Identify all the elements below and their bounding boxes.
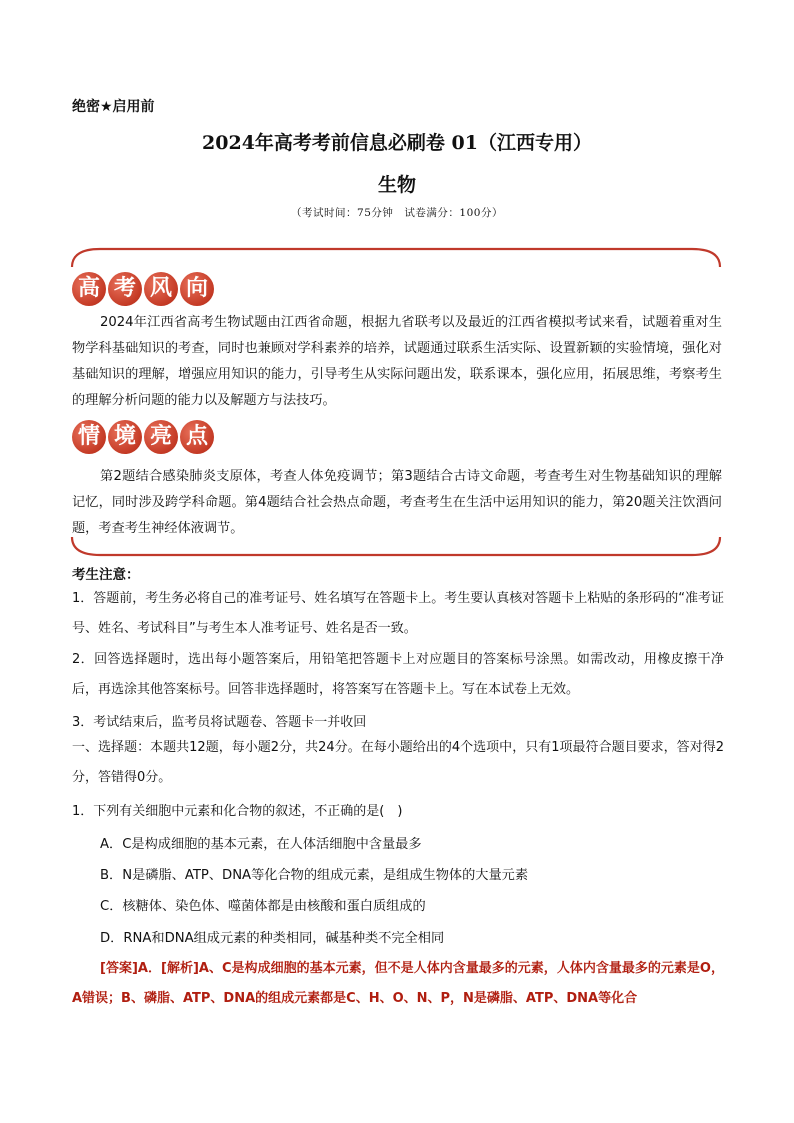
- note-item: 3．考试结束后，监考员将试题卷、答题卡一并收回: [72, 715, 367, 730]
- trend-stamp: [72, 272, 214, 306]
- note-item: 1．答题前，考生务必将自己的准考证号、姓名填写在答题卡上。考生要认真核对答题卡上粘贴的条形码的“准考证号、姓名、考试科目”与考生本人准考证号、姓名是否一致。: [72, 591, 725, 636]
- trend-text: 2024年江西省高考生物试题由江西省命题，根据九省联考以及最近的江西省模拟考试来看，试题着重对生物学科基础知识的考查，同时也兼顾对学科素养的培养，试题通过联系生活实际、设置新颖的实验情境，强化对基础知识的理解，增强应用知识的能力，引导考生从实际问题出发，联系课本，强化应用，拓展思维，考察考生的理解分析问题的能力以及解题方与法技巧。: [72, 315, 722, 408]
- section-heading: 一、选择题：本题共12题，每小题2分，共24分。在每小题给出的4个选项中，只有1项最符合题目要求，答对得2分，答错得0分。: [72, 740, 724, 785]
- notes-title: 考生注意：: [72, 567, 140, 583]
- option-c: C．核糖体、染色体、噬菌体都是由核酸和蛋白质组成的: [100, 899, 426, 914]
- stamp-char: 高: [72, 272, 106, 306]
- stamp-char: 境: [108, 420, 142, 454]
- highlight-stamp: [72, 420, 214, 454]
- stamp-char: 亮: [144, 420, 178, 454]
- stamp-char: 点: [180, 420, 214, 454]
- subject-title: 生物: [377, 174, 416, 196]
- option-d: D．RNA和DNA组成元素的种类相同，碱基种类不完全相同: [100, 931, 445, 946]
- exam-info: （考试时间：75分钟 试卷满分：100分）: [291, 207, 503, 219]
- stamp-char: 考: [108, 272, 142, 306]
- option-b: B．N是磷脂、ATP、DNA等化合物的组成元素，是组成生物体的大量元素: [100, 868, 529, 883]
- option-a: A．C是构成细胞的基本元素，在人体活细胞中含量最多: [100, 837, 422, 852]
- stamp-char: 向: [180, 272, 214, 306]
- question-stem: 1．下列有关细胞中元素和化合物的叙述，不正确的是( ): [72, 804, 403, 819]
- secret-label: 绝密★启用前: [72, 99, 155, 115]
- note-item: 2．回答选择题时，选出每小题答案后，用铅笔把答题卡上对应题目的答案标号涂黑。如需改动，用橡皮擦干净后，再选涂其他答案标号。回答非选择题时，将答案写在答题卡上。写在本试卷上无效。: [72, 652, 724, 697]
- stamp-char: 情: [72, 420, 106, 454]
- answer-analysis: [答案]A．[解析]A、C是构成细胞的基本元素，但不是人体内含量最多的元素，人体内含量最多的元素是O，A错误；B、磷脂、ATP、DNA的组成元素都是C、H、O、N、P，N是磷脂、ATP、DNA等化合: [72, 961, 724, 1006]
- page-title: 2024年高考考前信息必刷卷 01（江西专用）: [202, 132, 592, 154]
- highlight-text: 第2题结合感染肺炎支原体，考查人体免疫调节；第3题结合古诗文命题，考查考生对生物基础知识的理解记忆，同时涉及跨学科命题。第4题结合社会热点命题，考查考生在生活中运用知识的能力，第20题关注饮酒问题，考查考生神经体液调节。: [72, 469, 722, 536]
- stamp-char: 风: [144, 272, 178, 306]
